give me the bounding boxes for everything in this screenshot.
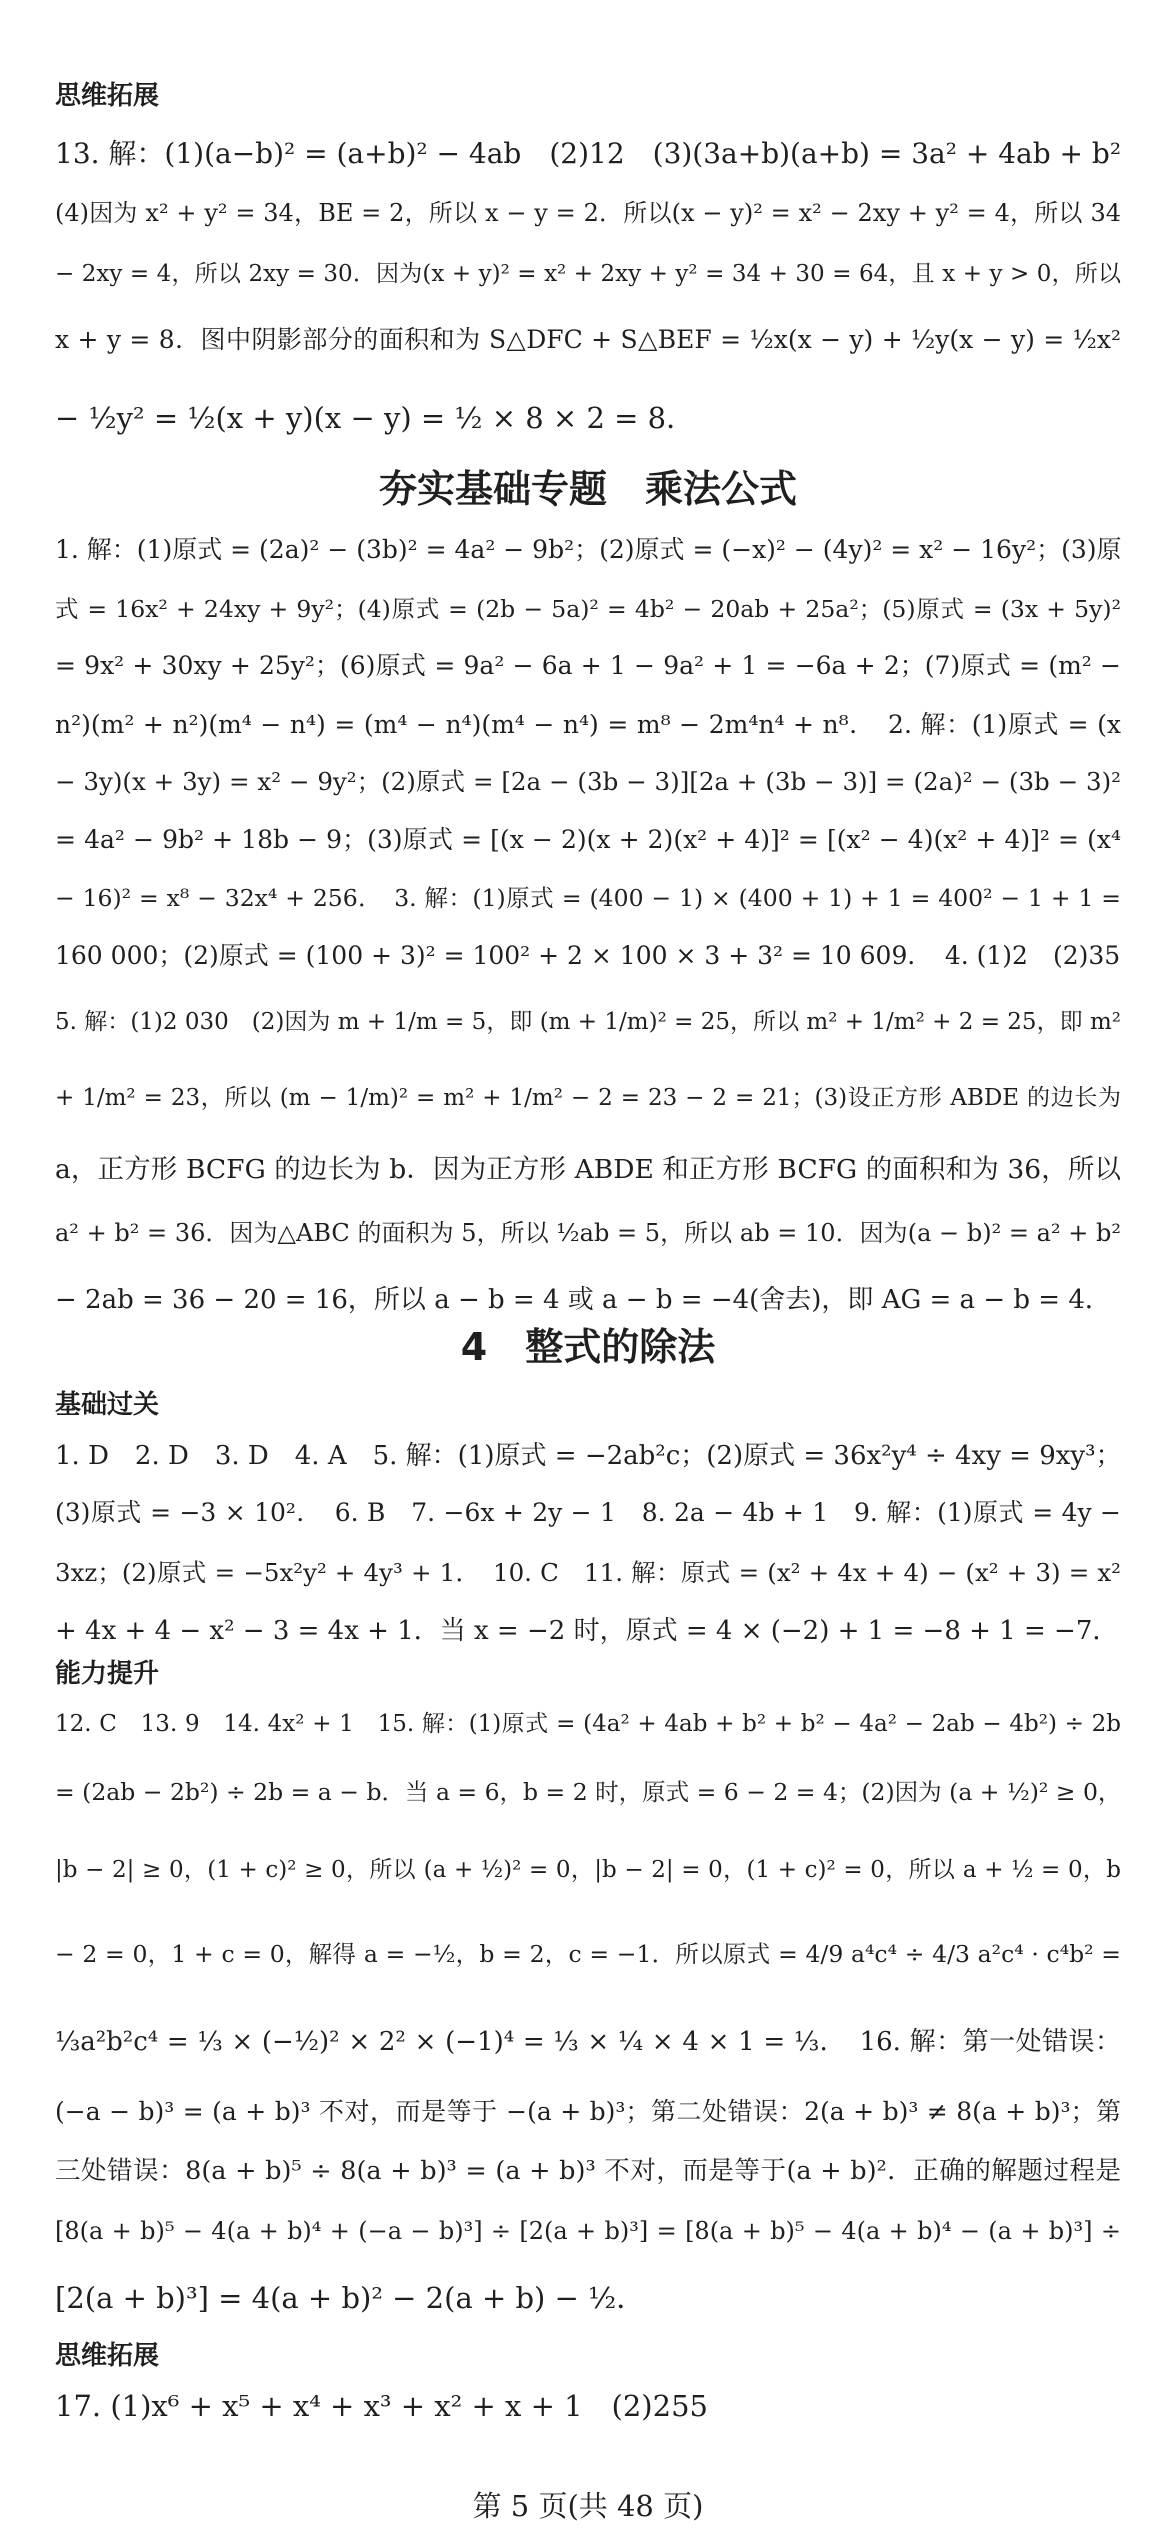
chapter-title: 4 整式的除法	[460, 1325, 716, 1369]
text-line: (3)原式 = −3 × 10²． 6. B 7. −6x + 2y − 1 8. 2a − 4b + 1 9. 解：(1)原式 = 4y −	[55, 1498, 1121, 1527]
text-line: = 9x² + 30xy + 25y²；(6)原式 = 9a² − 6a + 1 − 9a² + 1 = −6a + 2；(7)原式 = (m² −	[55, 651, 1121, 680]
text-line: 5. 解：(1)2 030 (2)因为 m + 1/m = 5，即 (m + 1/m)² = 25，所以 m² + 1/m² + 2 = 25，即 m²	[55, 1009, 1121, 1035]
text-line: 三处错误：8(a + b)⁵ ÷ 8(a + b)³ = (a + b)³ 不对，而是等于(a + b)²．正确的解题过程是	[55, 2156, 1121, 2186]
text-line: (4)因为 x² + y² = 34，BE = 2，所以 x − y = 2．所以(x − y)² = x² − 2xy + y² = 4，所以 34	[55, 199, 1121, 227]
text-line: 17. (1)x⁶ + x⁵ + x⁴ + x³ + x² + x + 1 (2)255	[55, 2389, 708, 2423]
section-heading-ability: 能力提升	[55, 1659, 160, 1689]
text-line: 3xz；(2)原式 = −5x²y² + 4y³ + 1． 10. C 11. 解：原式 = (x² + 4x + 4) − (x² + 3) = x²	[55, 1558, 1121, 1587]
text-line: a，正方形 BCFG 的边长为 b．因为正方形 ABDE 和正方形 BCFG 的面积和为 36，所以	[55, 1154, 1121, 1185]
text-line: 12. C 13. 9 14. 4x² + 1 15. 解：(1)原式 = (4a² + 4ab + b² + b² − 4a² − 2ab − 4b²) ÷ 2b	[55, 1711, 1121, 1737]
section-heading-basic: 基础过关	[55, 1390, 160, 1420]
text-line: a² + b² = 36．因为△ABC 的面积为 5，所以 ½ab = 5，所以 ab = 10．因为(a − b)² = a² + b²	[55, 1219, 1121, 1247]
text-line: − ½y² = ½(x + y)(x − y) = ½ × 8 × 2 = 8．	[55, 401, 696, 435]
text-line: 式 = 16x² + 24xy + 9y²；(4)原式 = (2b − 5a)² = 4b² − 20ab + 25a²；(5)原式 = (3x + 5y)²	[55, 595, 1121, 623]
text-line: = 4a² − 9b² + 18b − 9；(3)原式 = [(x − 2)(x + 2)(x² + 4)]² = [(x² − 4)(x² + 4)]² = (x⁴	[55, 825, 1121, 854]
text-line: − 16)² = x⁸ − 32x⁴ + 256． 3. 解：(1)原式 = (400 − 1) × (400 + 1) + 1 = 400² − 1 + 1 =	[55, 884, 1121, 912]
text-line: (−a − b)³ = (a + b)³ 不对，而是等于 −(a + b)³；第二处错误：2(a + b)³ ≠ 8(a + b)³；第	[55, 2097, 1121, 2126]
text-line: − 2ab = 36 − 20 = 16，所以 a − b = 4 或 a − b = −4(舍去)，即 AG = a − b = 4．	[55, 1285, 1111, 1315]
page-number: 第 5 页(共 48 页)	[472, 2489, 704, 2523]
text-line: + 1/m² = 23，所以 (m − 1/m)² = m² + 1/m² − 2 = 23 − 2 = 21；(3)设正方形 ABDE 的边长为	[55, 1085, 1121, 1111]
text-line: + 4x + 4 − x² − 3 = 4x + 1．当 x = −2 时，原式 = 4 × (−2) + 1 = −8 + 1 = −7．	[55, 1616, 1119, 1646]
text-line: − 2xy = 4，所以 2xy = 30．因为(x + y)² = x² + 2xy + y² = 34 + 30 = 64，且 x + y > 0，所以	[55, 261, 1121, 287]
text-line: [8(a + b)⁵ − 4(a + b)⁴ + (−a − b)³] ÷ [2(a + b)³] = [8(a + b)⁵ − 4(a + b)⁴ − (a + b)³] ÷	[55, 2217, 1121, 2245]
text-line: ⅓a²b²c⁴ = ⅓ × (−½)² × 2² × (−1)⁴ = ⅓ × ¼ × 4 × 1 = ⅓． 16. 解：第一处错误：	[55, 2027, 1121, 2057]
text-line: x + y = 8．图中阴影部分的面积和为 S△DFC + S△BEF = ½x(x − y) + ½y(x − y) = ½x²	[55, 325, 1121, 354]
text-line: − 3y)(x + 3y) = x² − 9y²；(2)原式 = [2a − (3b − 3)][2a + (3b − 3)] = (2a)² − (3b − 3)²	[55, 767, 1121, 796]
text-line: n²)(m² + n²)(m⁴ − n⁴) = (m⁴ − n⁴)(m⁴ − n⁴) = m⁸ − 2m⁴n⁴ + n⁸． 2. 解：(1)原式 = (x	[55, 710, 1121, 739]
section-heading-thinking-2: 思维拓展	[55, 2341, 160, 2371]
text-line: 1. 解：(1)原式 = (2a)² − (3b)² = 4a² − 9b²；(2)原式 = (−x)² − (4y)² = x² − 16y²；(3)原	[55, 535, 1122, 564]
section-heading-thinking: 思维拓展	[55, 81, 160, 111]
special-topic-title: 夯实基础专题 乘法公式	[378, 467, 797, 511]
text-line: 13. 解：(1)(a−b)² = (a+b)² − 4ab (2)12 (3)(3a+b)(a+b) = 3a² + 4ab + b²	[55, 137, 1122, 170]
text-line: − 2 = 0，1 + c = 0，解得 a = −½，b = 2，c = −1．所以原式 = 4/9 a⁴c⁴ ÷ 4/3 a²c⁴ · c⁴b² =	[55, 1940, 1121, 1968]
text-line: |b − 2| ≥ 0，(1 + c)² ≥ 0，所以 (a + ½)² = 0，|b − 2| = 0，(1 + c)² = 0，所以 a + ½ = 0，b	[55, 1857, 1121, 1883]
text-line: 160 000；(2)原式 = (100 + 3)² = 100² + 2 × 100 × 3 + 3² = 10 609． 4. (1)2 (2)35	[55, 941, 1121, 970]
text-line: = (2ab − 2b²) ÷ 2b = a − b．当 a = 6，b = 2 时，原式 = 6 − 2 = 4；(2)因为 (a + ½)² ≥ 0，	[55, 1778, 1122, 1806]
text-line: [2(a + b)³] = 4(a + b)² − 2(a + b) − ½．	[55, 2281, 646, 2315]
text-line: 1. D 2. D 3. D 4. A 5. 解：(1)原式 = −2ab²c；(2)原式 = 36x²y⁴ ÷ 4xy = 9xy³；	[55, 1441, 1122, 1471]
